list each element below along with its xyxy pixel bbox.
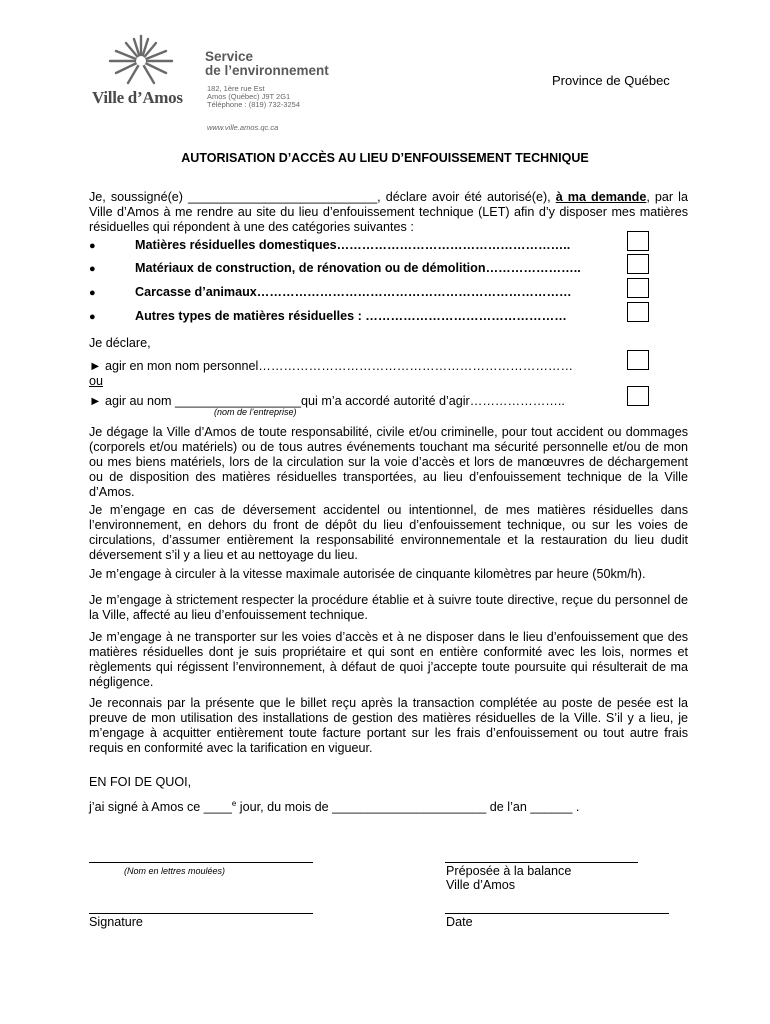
- bullet-icon: ●: [89, 311, 96, 323]
- declare-heading: Je déclare,: [89, 336, 151, 350]
- category-other: Autres types de matières résiduelles : …………………………………………: [135, 309, 567, 323]
- address-line1: 182, 1ère rue Est: [207, 84, 265, 93]
- org-name-line1: Service: [205, 49, 254, 64]
- option-company-name: ► agir au nom __________________qui m’a accordé autorité d’agir…………………..: [89, 394, 565, 408]
- intro-text-1: Je, soussigné(e) ___________________________, déclare avoir été autorisé(e),: [89, 190, 556, 204]
- speed-paragraph: Je m’engage à circuler à la vitesse maximale autorisée de cinquante kilomètres par heure (50km/h).: [89, 567, 646, 581]
- or-label: ou: [89, 374, 104, 388]
- option-personal-name: ► agir en mon nom personnel…………………………………………………………………: [89, 359, 574, 373]
- checkbox-other[interactable]: [627, 302, 649, 322]
- signed-part1: j’ai signé à Amos ce ____: [89, 800, 232, 815]
- category-construction: Matériaux de construction, de rénovation ou de démolition…………………..: [135, 261, 581, 275]
- bullet-icon: ●: [89, 287, 96, 299]
- transport-paragraph: Je m’engage à ne transporter sur les voies d’accès et à ne disposer dans le lieu d’enfouissement que des matières résiduelles dont je suis propriétaire et qui sont en entière conformité avec les lois, normes et règlements qui régissent l’environnement, à défaut de quoi j’accepte toute poursuite qui résulterait de ma négligence.: [89, 630, 688, 689]
- address-phone: Téléphone : (819) 732-3254: [207, 100, 300, 109]
- brand-name: Ville d’Amos: [92, 88, 183, 107]
- spill-paragraph: Je m’engage en cas de déversement accidentel ou intentionnel, de mes matières résiduelles dans l’environnement, en dehors du front de dépôt du lieu d’enfouissement technique, ou sur les voies de circulations, d’assumer entièrement la responsabilité environnementale et la restauration du lieu dudit déversement s’il y a lieu et au nettoyage du lieu.: [89, 503, 688, 562]
- signature-label: Signature: [89, 915, 143, 929]
- date-line[interactable]: [445, 913, 669, 914]
- org-name-line2: de l’environnement: [205, 63, 329, 78]
- clerk-signature-line[interactable]: [445, 862, 638, 863]
- signature-line[interactable]: [89, 913, 313, 914]
- liability-paragraph: Je dégage la Ville d’Amos de toute responsabilité, civile et/ou criminelle, pour tout accident ou dommages (corporels et/ou matériels) ou de tous autres événements touchant ma sécurité personnelle et/ou de mon ou mes biens matériels, lors de la circulation sur la voie d’accès et lors de manœuvres de déchargement ou de disposition des matières résiduelles transportées, au lieu d’enfouissement technique de la Ville d’Amos.: [89, 425, 688, 499]
- ville-amos-logo: [96, 33, 186, 89]
- form-title: AUTORISATION D’ACCÈS AU LIEU D’ENFOUISSEMENT TECHNIQUE: [181, 151, 589, 165]
- signed-at-line: [89, 799, 579, 814]
- name-block-letters-hint: (Nom en lettres moulées): [124, 866, 226, 876]
- website-link[interactable]: www.ville.amos.qc.ca: [207, 123, 279, 132]
- clerk-city: Ville d’Amos: [446, 878, 516, 892]
- category-animal-carcass: Carcasse d’animaux…………………………………………………………………: [135, 285, 572, 299]
- checkbox-company-name[interactable]: [627, 386, 649, 406]
- intro-text-2: , par la Ville d’Amos à me rendre au site du lieu d’enfouissement technique (LET) afin d’y disposer mes matières résiduelles qui répondent à une des catégories suivantes :: [89, 190, 688, 234]
- category-domestic: Matières résiduelles domestiques………………………………………………..: [135, 238, 571, 252]
- bullet-icon: ●: [89, 263, 96, 275]
- province-label: Province de Québec: [552, 73, 670, 88]
- procedure-paragraph: Je m’engage à strictement respecter la procédure établie et à suivre toute directive, reçue du personnel de la Ville, affecté au lieu d’enfouissement technique.: [89, 593, 688, 622]
- address-line2: Amos (Québec) J9T 2G1: [207, 92, 291, 101]
- signed-part2: jour, du mois de ______________________ de l’an ______ .: [236, 800, 580, 815]
- checkbox-construction[interactable]: [627, 254, 649, 274]
- company-name-hint: (nom de l’entreprise): [214, 407, 297, 417]
- name-signature-line[interactable]: [89, 862, 313, 863]
- date-label: Date: [446, 915, 473, 929]
- checkbox-animal-carcass[interactable]: [627, 278, 649, 298]
- bullet-icon: ●: [89, 240, 96, 252]
- intro-emphasis: à ma demande: [555, 190, 647, 204]
- billing-paragraph: Je reconnais par la présente que le billet reçu après la transaction complétée au poste de pesée est la preuve de mon utilisation des installations de gestion des matières résiduelles de la Ville. S’il y a lieu, je m’engage à acquitter entièrement toute facture portant sur les frais d’enfouissement ou tout autre frais requis en conformité avec la tarification en vigueur.: [89, 696, 688, 755]
- checkbox-domestic[interactable]: [627, 231, 649, 251]
- intro-paragraph: [89, 190, 688, 235]
- signed-sup: e: [231, 799, 237, 808]
- closing-heading: EN FOI DE QUOI,: [89, 775, 192, 789]
- checkbox-personal-name[interactable]: [627, 350, 649, 370]
- clerk-label: Préposée à la balance: [446, 864, 572, 878]
